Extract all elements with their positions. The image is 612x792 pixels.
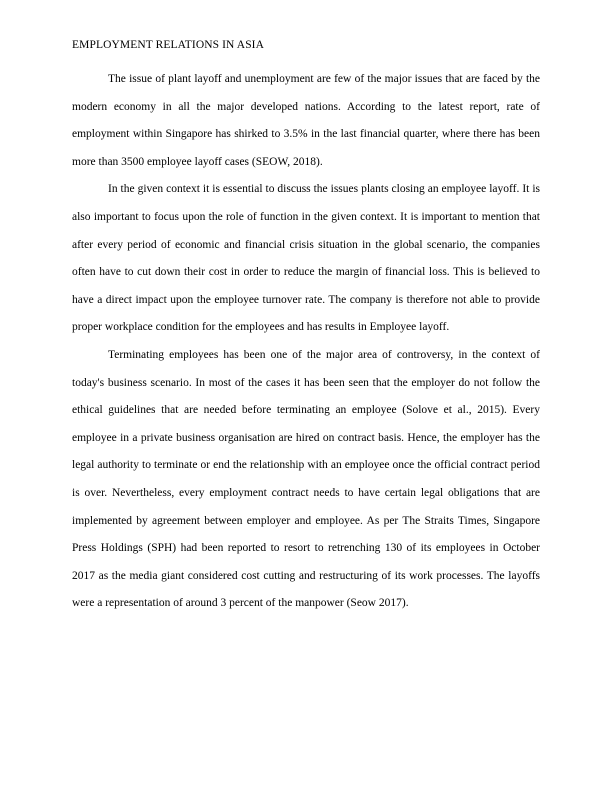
paragraph-terminating-employees: Terminating employees has been one of the major area of controversy, in the context of today's business scenario. In most of the cases it has been seen that the employer do not follow the ethical guidelines that are needed before terminating an employee (Solove et al., 2015). Every employee in a private business organisation are hired on contract basis. Hence, the employer has the legal authority to terminate or end the relationship with an employee once the official contract period is over. Nevertheless, every employment contract needs to have certain legal obligations that are implemented by agreement between employer and employee. As per The Straits Times, Singapore Press Holdings (SPH) had been reported to resort to retrenching 130 of its employees in October 2017 as the media giant considered cost cutting and restructuring of its work processes. The layoffs were a representation of around 3 percent of the manpower (Seow 2017).	[72, 348, 540, 610]
body-text	[72, 66, 540, 618]
paragraph-plant-closing-context: In the given context it is essential to discuss the issues plants closing an employee layoff. It is also important to focus upon the role of function in the given context. It is important to mention that after every period of economic and financial crisis situation in the global scenario, the companies often have to cut down their cost in order to reduce the margin of financial loss. This is believed to have a direct impact upon the employee turnover rate. The company is therefore not able to provide proper workplace condition for the employees and has results in Employee layoff.	[72, 183, 540, 334]
paragraph-plant-layoff: The issue of plant layoff and unemployment are few of the major issues that are faced by the modern economy in all the major developed nations. According to the latest report, rate of employment within Singapore has shirked to 3.5% in the last financial quarter, where there has been more than 3500 employee layoff cases (SEOW, 2018).	[72, 73, 540, 168]
running-head: EMPLOYMENT RELATIONS IN ASIA	[72, 39, 265, 51]
